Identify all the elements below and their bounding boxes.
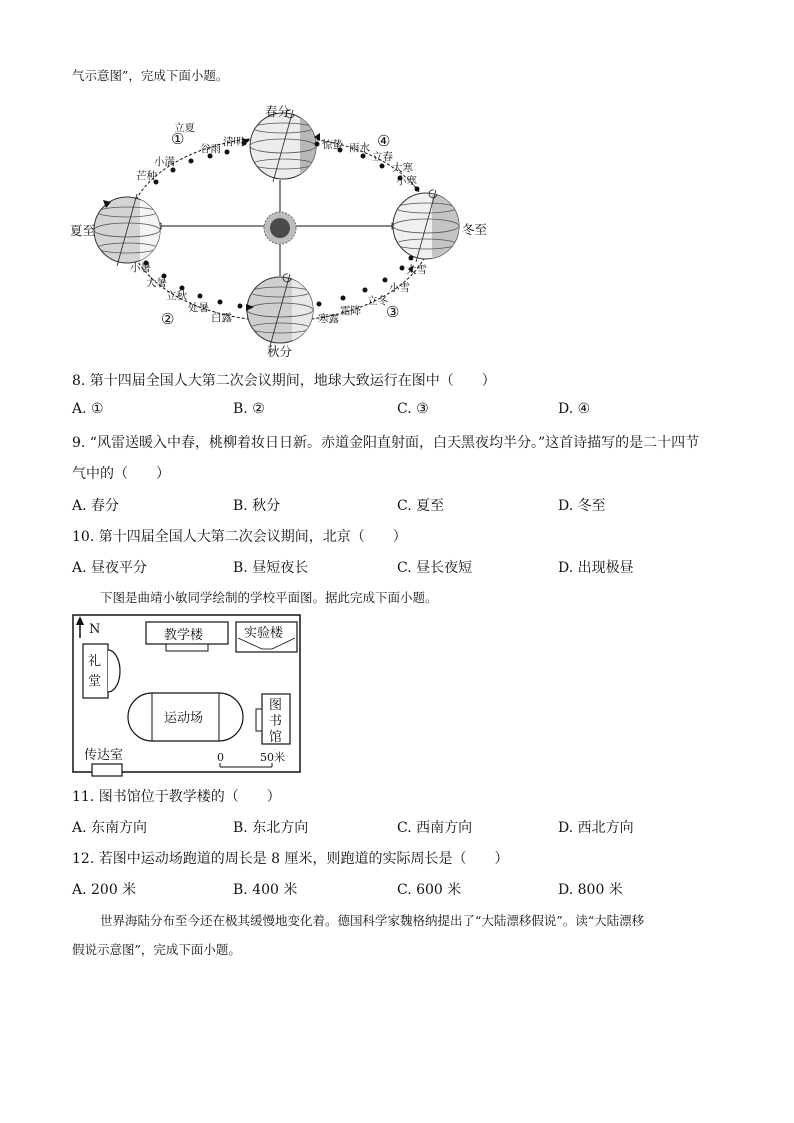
earth-spring-equinox: [250, 108, 320, 184]
question-9-option-a[interactable]: A. 春分: [72, 498, 120, 514]
term-lixia: 立夏: [174, 122, 195, 134]
question-8-option-c[interactable]: C. ③: [397, 401, 429, 417]
question-8-option-a[interactable]: A. ①: [72, 401, 104, 417]
teaching-building-label: 教学楼: [164, 628, 204, 643]
north-arrow-icon: [76, 616, 84, 638]
scale-zero: 0: [217, 751, 224, 764]
question-9-option-d[interactable]: D. 冬至: [558, 498, 606, 514]
marker-2: ②: [161, 310, 175, 328]
question-12-option-c[interactable]: C. 600 米: [397, 882, 462, 898]
term-xiaohan: 小寒: [396, 175, 417, 187]
gate-room-label: 传达室: [84, 748, 124, 763]
term-liqiu: 立秋: [166, 290, 187, 302]
question-12-option-d[interactable]: D. 800 米: [558, 882, 623, 898]
term-bailu: 白露: [211, 312, 232, 324]
north-label: N: [89, 622, 101, 637]
term-dashu: 大暑: [146, 277, 167, 289]
question-10-stem: 10. 第十四届全国人大第二次会议期间，北京（ ）: [72, 529, 407, 545]
intro-text-continental-drift-line2: 假说示意图”，完成下面小题。: [72, 942, 241, 957]
term-mangzhong: 芒种: [136, 170, 157, 182]
marker-4: ④: [377, 132, 391, 150]
question-11-option-a[interactable]: A. 东南方向: [72, 820, 148, 836]
marker-3: ③: [386, 303, 400, 321]
term-lichun: 立春: [372, 151, 393, 163]
label-winter-solstice: 冬至: [462, 222, 488, 237]
question-11-stem: 11. 图书馆位于教学楼的（ ）: [72, 789, 281, 805]
question-10-option-c[interactable]: C. 昼长夜短: [397, 560, 473, 576]
sports-field-label: 运动场: [164, 711, 204, 726]
auditorium-building: [83, 644, 120, 698]
lab-building-label: 实验楼: [244, 626, 284, 641]
question-9-stem-line1: 9. “风雷送暖入中春，桃柳着妆日日新。赤道金阳直射面，白天黑夜均半分。”这首诗描写的是二十四节: [72, 435, 700, 451]
question-11-option-b[interactable]: B. 东北方向: [233, 820, 309, 836]
scale-value: 50米: [260, 751, 285, 764]
term-xiaoxue: 小雪: [389, 282, 410, 294]
question-12-stem: 12. 若图中运动场跑道的周长是 8 厘米，则跑道的实际周长是（ ）: [72, 851, 509, 867]
intro-text-top: 气示意图”，完成下面小题。: [72, 68, 229, 83]
marker-1: ①: [171, 130, 185, 148]
question-8-option-b[interactable]: B. ②: [233, 401, 265, 417]
question-10-option-b[interactable]: B. 昼短夜长: [233, 560, 309, 576]
term-shuangjiang: 霜降: [340, 305, 361, 317]
term-daxue: 大雪: [406, 264, 427, 276]
question-9-option-b[interactable]: B. 秋分: [233, 498, 281, 514]
question-8-option-d[interactable]: D. ④: [558, 401, 591, 417]
term-yushui: 雨水: [349, 142, 370, 154]
question-12-option-b[interactable]: B. 400 米: [233, 882, 298, 898]
earth-orbit-diagram: [60, 98, 488, 360]
term-jingzhe: 惊蛰: [322, 139, 343, 151]
term-xiaoshu: 小暑: [130, 262, 151, 274]
gate-room: [92, 764, 122, 776]
earth-winter-solstice: [393, 188, 462, 268]
question-9-stem-line2: 气中的（ ）: [72, 466, 170, 482]
auditorium-label-1: 礼: [88, 654, 102, 669]
question-12-option-a[interactable]: A. 200 米: [72, 882, 137, 898]
earth-summer-solstice: [94, 188, 164, 268]
school-plan-map: [72, 612, 304, 780]
label-summer-solstice: 夏至: [70, 223, 96, 238]
question-8-stem: 8. 第十四届全国人大第二次会议期间，地球大致运行在图中（ ）: [72, 373, 496, 389]
label-spring-equinox: 春分: [265, 104, 291, 119]
library-label-2: 书: [269, 714, 283, 729]
question-10-option-a[interactable]: A. 昼夜平分: [72, 560, 148, 576]
question-11-option-c[interactable]: C. 西南方向: [397, 820, 473, 836]
sun-icon: [264, 212, 296, 244]
term-chushu: 处暑: [188, 302, 209, 314]
question-11-option-d[interactable]: D. 西北方向: [558, 820, 634, 836]
earth-autumn-equinox: [247, 273, 316, 347]
term-guyu: 谷雨: [200, 143, 221, 155]
auditorium-label-2: 堂: [88, 674, 102, 689]
label-autumn-equinox: 秋分: [267, 344, 293, 359]
intro-text-school-map: 下图是曲靖小敏同学绘制的学校平面图。据此完成下面小题。: [100, 590, 438, 605]
term-lidong: 立冬: [367, 295, 388, 307]
question-10-option-d[interactable]: D. 出现极昼: [558, 560, 634, 576]
library-label-3: 馆: [269, 730, 283, 745]
term-hanlu: 寒露: [318, 313, 339, 325]
library-label-1: 图: [269, 698, 283, 713]
term-xiaoman: 小满: [154, 156, 175, 168]
term-dahan: 大寒: [392, 162, 413, 174]
question-9-option-c[interactable]: C. 夏至: [397, 498, 445, 514]
intro-text-continental-drift-line1: 世界海陆分布至今还在极其缓慢地变化着。德国科学家魏格纳提出了“大陆漂移假说”。读“大陆漂移: [100, 913, 645, 928]
term-qingming: 清明: [223, 136, 244, 148]
